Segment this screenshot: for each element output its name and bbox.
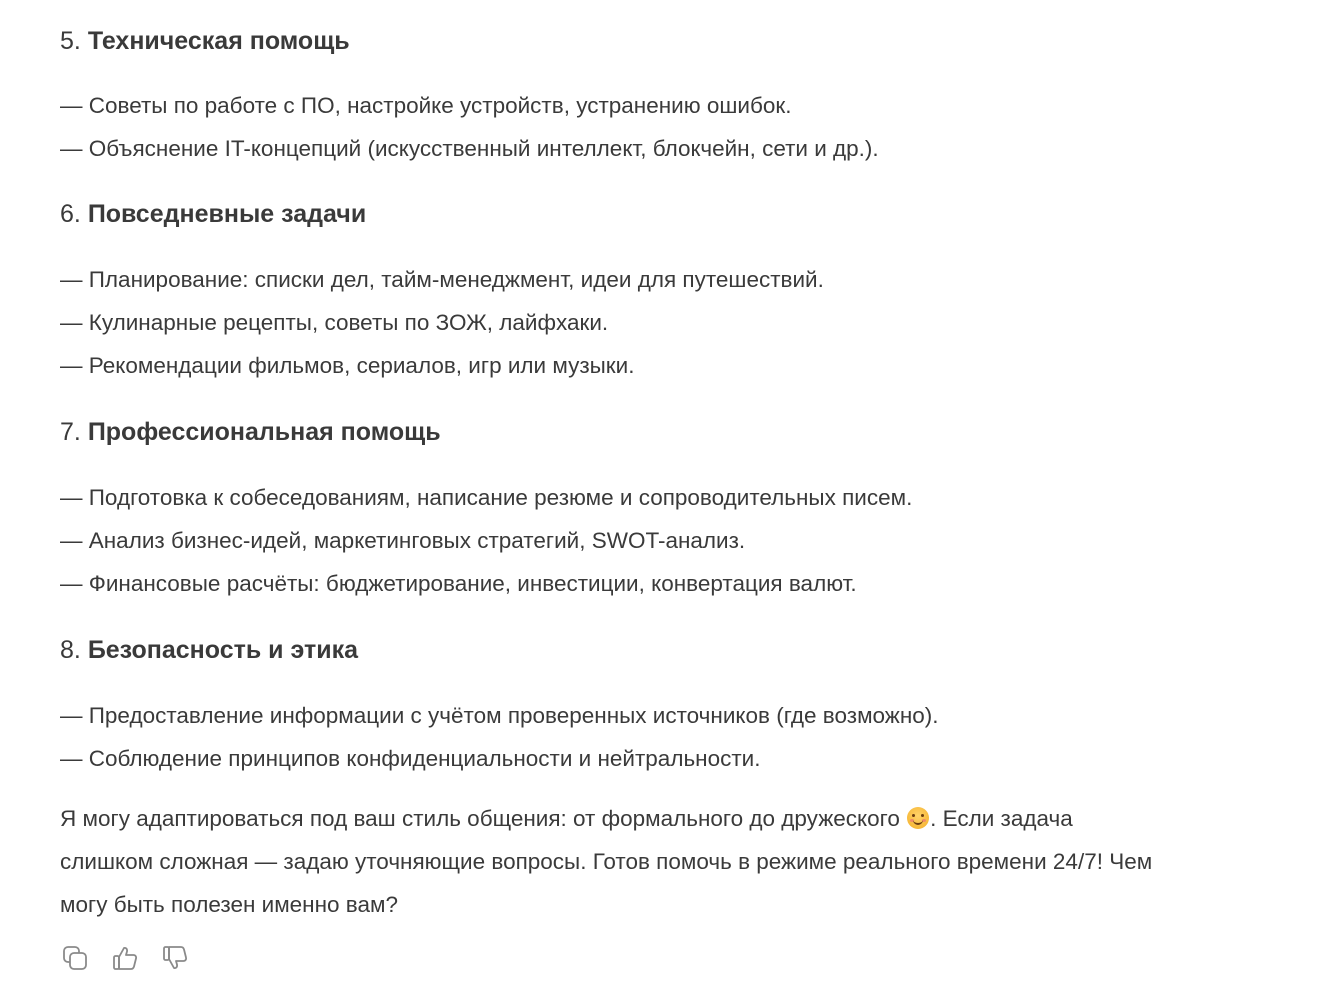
section-title: [60, 24, 1240, 58]
list-item: — Предоставление информации с учётом проверенных источников (где возможно).: [60, 703, 939, 728]
closing-text-part1: Я могу адаптироваться под ваш стиль общения: от формального до дружеского: [60, 806, 907, 831]
list-item: — Анализ бизнес-идей, маркетинговых стратегий, SWOT-анализ.: [60, 528, 746, 553]
list-item: — Кулинарные рецепты, советы по ЗОЖ, лайфхаки.: [60, 310, 609, 335]
list-item: — Планирование: списки дел, тайм-менеджмент, идеи для путешествий.: [60, 267, 824, 292]
list-item: — Советы по работе с ПО, настройке устройств, устранению ошибок.: [60, 93, 792, 118]
copy-icon: [61, 944, 89, 972]
section-name: Безопасность и этика: [87, 636, 358, 664]
closing-text-part2: . Если задача слишком сложная — задаю уточняющие вопросы. Готов помочь в режиме реального времени 24/7! Чем могу быть полезен именно вам?: [60, 806, 1153, 917]
section-name: Повседневные задачи: [87, 200, 367, 228]
like-button[interactable]: [110, 942, 140, 974]
section-safety-ethics: [60, 633, 1240, 780]
section-technical-help: [60, 24, 1240, 170]
list-item: — Подготовка к собеседованиям, написание резюме и сопроводительных писем.: [60, 485, 913, 510]
section-title: [60, 197, 1240, 231]
copy-button[interactable]: [60, 942, 90, 974]
section-everyday-tasks: [60, 197, 1240, 387]
section-number: 6.: [60, 200, 81, 228]
section-title: [60, 415, 1240, 449]
thumbs-up-icon: [111, 944, 139, 972]
list-item: — Соблюдение принципов конфиденциальности и нейтральности.: [60, 746, 761, 771]
section-number: 8.: [60, 636, 81, 664]
section-professional-help: [60, 415, 1240, 605]
list-item: — Финансовые расчёты: бюджетирование, инвестиции, конвертация валют.: [60, 571, 857, 596]
section-number: 5.: [60, 27, 81, 55]
list-item: — Рекомендации фильмов, сериалов, игр или музыки.: [60, 353, 635, 378]
dislike-button[interactable]: [160, 942, 190, 974]
message-actions: [60, 942, 190, 974]
section-name: Профессиональная помощь: [87, 418, 441, 446]
section-name: Техническая помощь: [87, 27, 350, 55]
closing-paragraph: [60, 797, 1170, 926]
list-item: — Объяснение IT-концепций (искусственный интеллект, блокчейн, сети и др.).: [60, 136, 879, 161]
section-title: [60, 633, 1240, 667]
section-number: 7.: [60, 418, 81, 446]
thumbs-down-icon: [161, 944, 189, 972]
smiling-face-icon: [907, 807, 929, 829]
